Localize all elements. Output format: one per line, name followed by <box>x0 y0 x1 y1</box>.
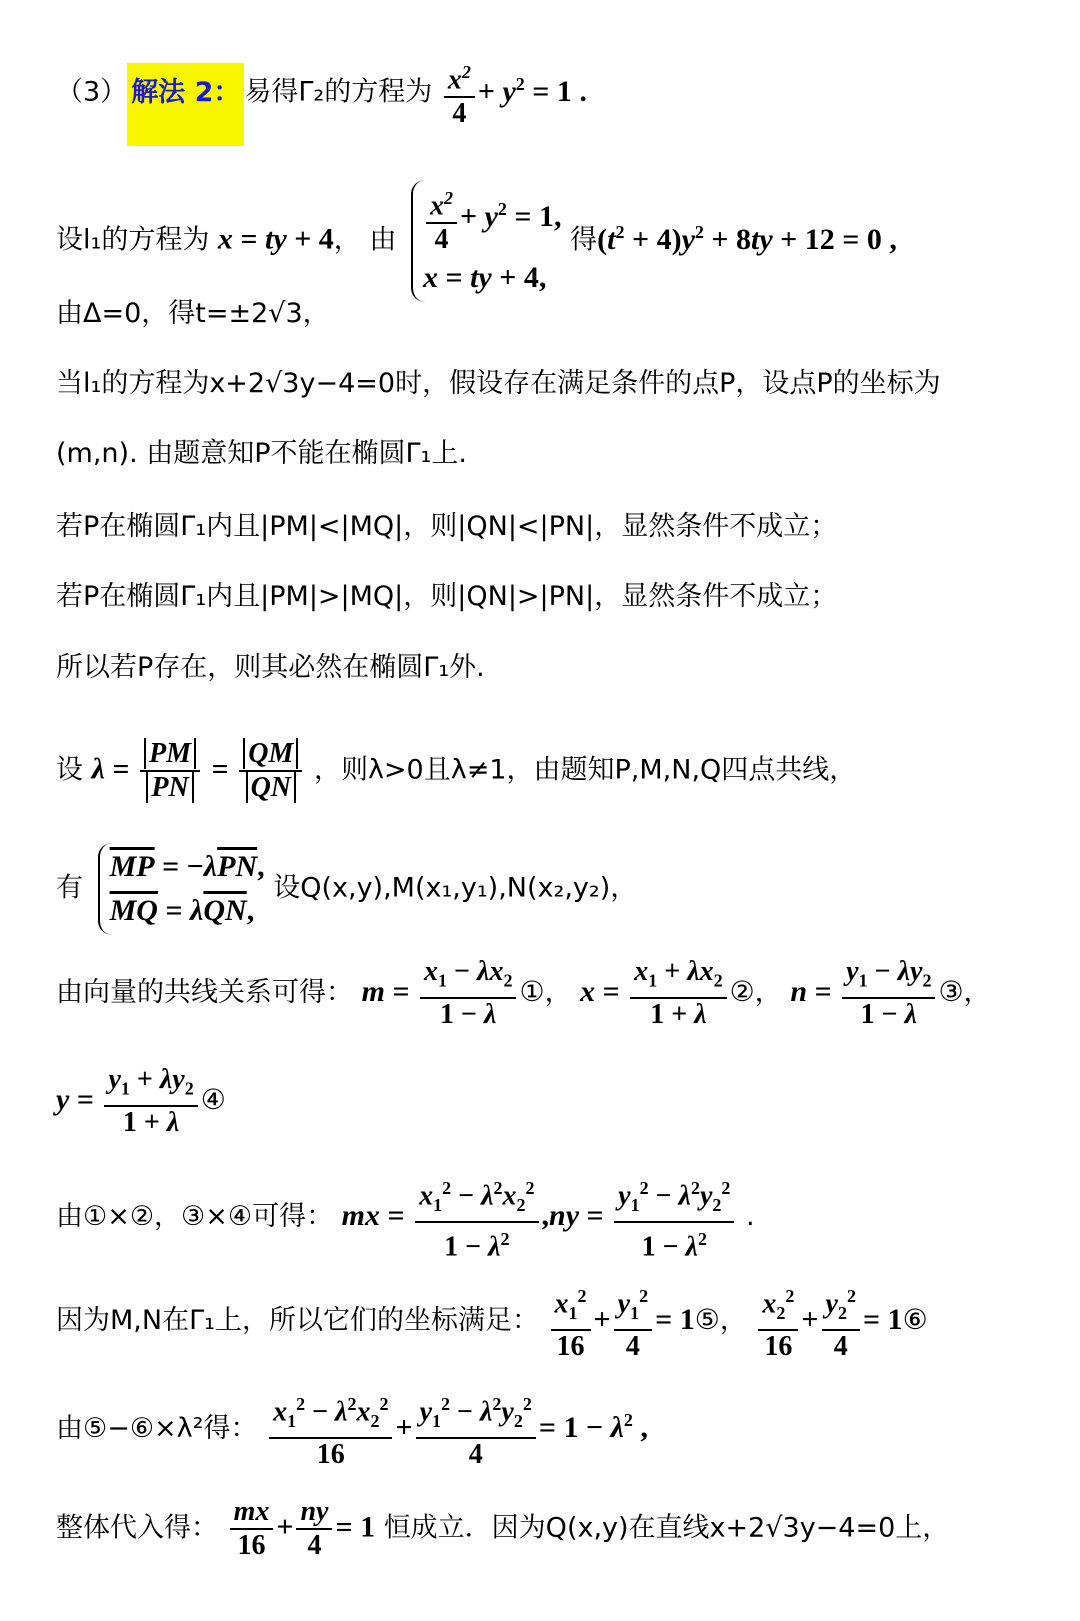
line-5: (m,n). 由题意知P不能在椭圆Γ₁上. <box>56 438 467 469</box>
line-7: 若P在椭圆Γ₁内且|PM|>|MQ|，则|QN|>|PN|，显然条件不成立； <box>56 581 838 612</box>
line-11: 由向量的共线关系可得： m = $\frac{x_1 - \lambda x_2}{1 - \lambda}$ ①， x = $\frac{x_1 + \lambda x_2}{1 + \lambda}$ ②， n = $\frac{y_1 - \lambda y_2}{1 - \lambda}$ ③， <box>56 956 991 1030</box>
fraction: $\frac{PM}{PN}$ <box>140 738 200 804</box>
line-6: 若P在椭圆Γ₁内且|PM|<|MQ|，则|QN|<|PN|，显然条件不成立； <box>56 511 838 542</box>
line-3: 由Δ=0，得t=±2√3， <box>56 298 330 329</box>
text: 有 <box>56 872 83 904</box>
text: 由向量的共线关系可得： <box>56 976 353 1008</box>
text: 设l₁的方程为 <box>56 224 210 256</box>
method-highlight: 解法 2： <box>127 63 244 146</box>
line-9: 设 λ = $\frac{PM}{PN}$ = $\frac{QM}{QN}$ ，则λ>0且λ≠1，由题知P,M,N,Q四点共线， <box>56 738 857 803</box>
intro-text: 易得Γ₂的方程为 <box>244 76 433 108</box>
line-16: 整体代入得： $\frac{mx}{16}$ + $\frac{ny}{4}$ = 1 恒成立．因为Q(x,y)在直线x+2√3y−4=0上， <box>56 1496 950 1561</box>
text: 因为M,N在Γ₁上，所以它们的坐标满足： <box>56 1304 539 1336</box>
line-14: 因为M,N在Γ₁上，所以它们的坐标满足： $\frac{x_1^2}{16}$ + $\frac{y_1^2}{4}$ = 1⑤， $\frac{x_2^2}{16}$ + $\frac{y_2^2}{4}$ = 1⑥ <box>56 1280 928 1363</box>
line-8: 所以若P存在，则其必然在椭圆Γ₁外. <box>56 652 485 683</box>
text: 恒成立．因为Q(x,y)在直线x+2√3y−4=0上， <box>383 1512 950 1544</box>
text: ，则λ>0且λ≠1，由题知P,M,N,Q四点共线， <box>313 754 857 786</box>
line-4: 当l₁的方程为x+2√3y−4=0时，假设存在满足条件的点P，设点P的坐标为 <box>56 368 941 399</box>
line-1: （3） 解法 2： 易得Γ₂的方程为 $\frac{x^2}{4}$ + $y^2 = 1$ . <box>56 56 587 130</box>
line-12: y = $\frac{y_1 + \lambda y_2}{1 + \lambda}$ ④ <box>56 1064 226 1138</box>
equation-system: $\frac{x^2}{4}$ + $y^2 = 1$, x = ty + 4, <box>411 180 562 302</box>
fraction: $\frac{x^2}{4}$ <box>444 56 475 130</box>
text: 设Q(x,y),M(x₁,y₁),N(x₂,y₂)， <box>273 872 638 904</box>
text: 由①×②，③×④可得： <box>56 1201 334 1233</box>
vector-system: $\overline{MP} = -\lambda\overline{PN}$, $\overline{MQ} = \lambda\overline{QN}$, <box>98 843 265 935</box>
line-15: 由⑤−⑥×λ²得： $\frac{x_1^2 - \lambda^2x_2^2}{16}$ + $\frac{y_1^2 - \lambda^2y_2^2}{4}$ = $1 - \lambda^2$ , <box>56 1388 648 1471</box>
text: 设 <box>56 754 83 786</box>
line-10 <box>56 843 637 935</box>
line-2: 设l₁的方程为 x = ty + 4， 由 $\frac{x^2}{4}$ + $y^2 = 1$, x = ty + 4, 得$(t^2 + 4)y^2 + 8ty + 12 = 0$ , <box>56 180 897 302</box>
part-label: （3） <box>56 76 128 108</box>
text: 得 <box>570 224 598 256</box>
line-13: 由①×②，③×④可得： mx = $\frac{x_1^2 - \lambda^2x_2^2}{1 - \lambda^2}$ ,ny = $\frac{y_1^2 - \lambda^2y_2^2}{1 - \lambda^2}$ . <box>56 1172 755 1263</box>
text: 由⑤−⑥×λ²得： <box>56 1412 258 1444</box>
fraction: $\frac{QM}{QN}$ <box>239 738 302 804</box>
text: 由 <box>369 224 397 256</box>
text: 整体代入得： <box>56 1512 218 1544</box>
